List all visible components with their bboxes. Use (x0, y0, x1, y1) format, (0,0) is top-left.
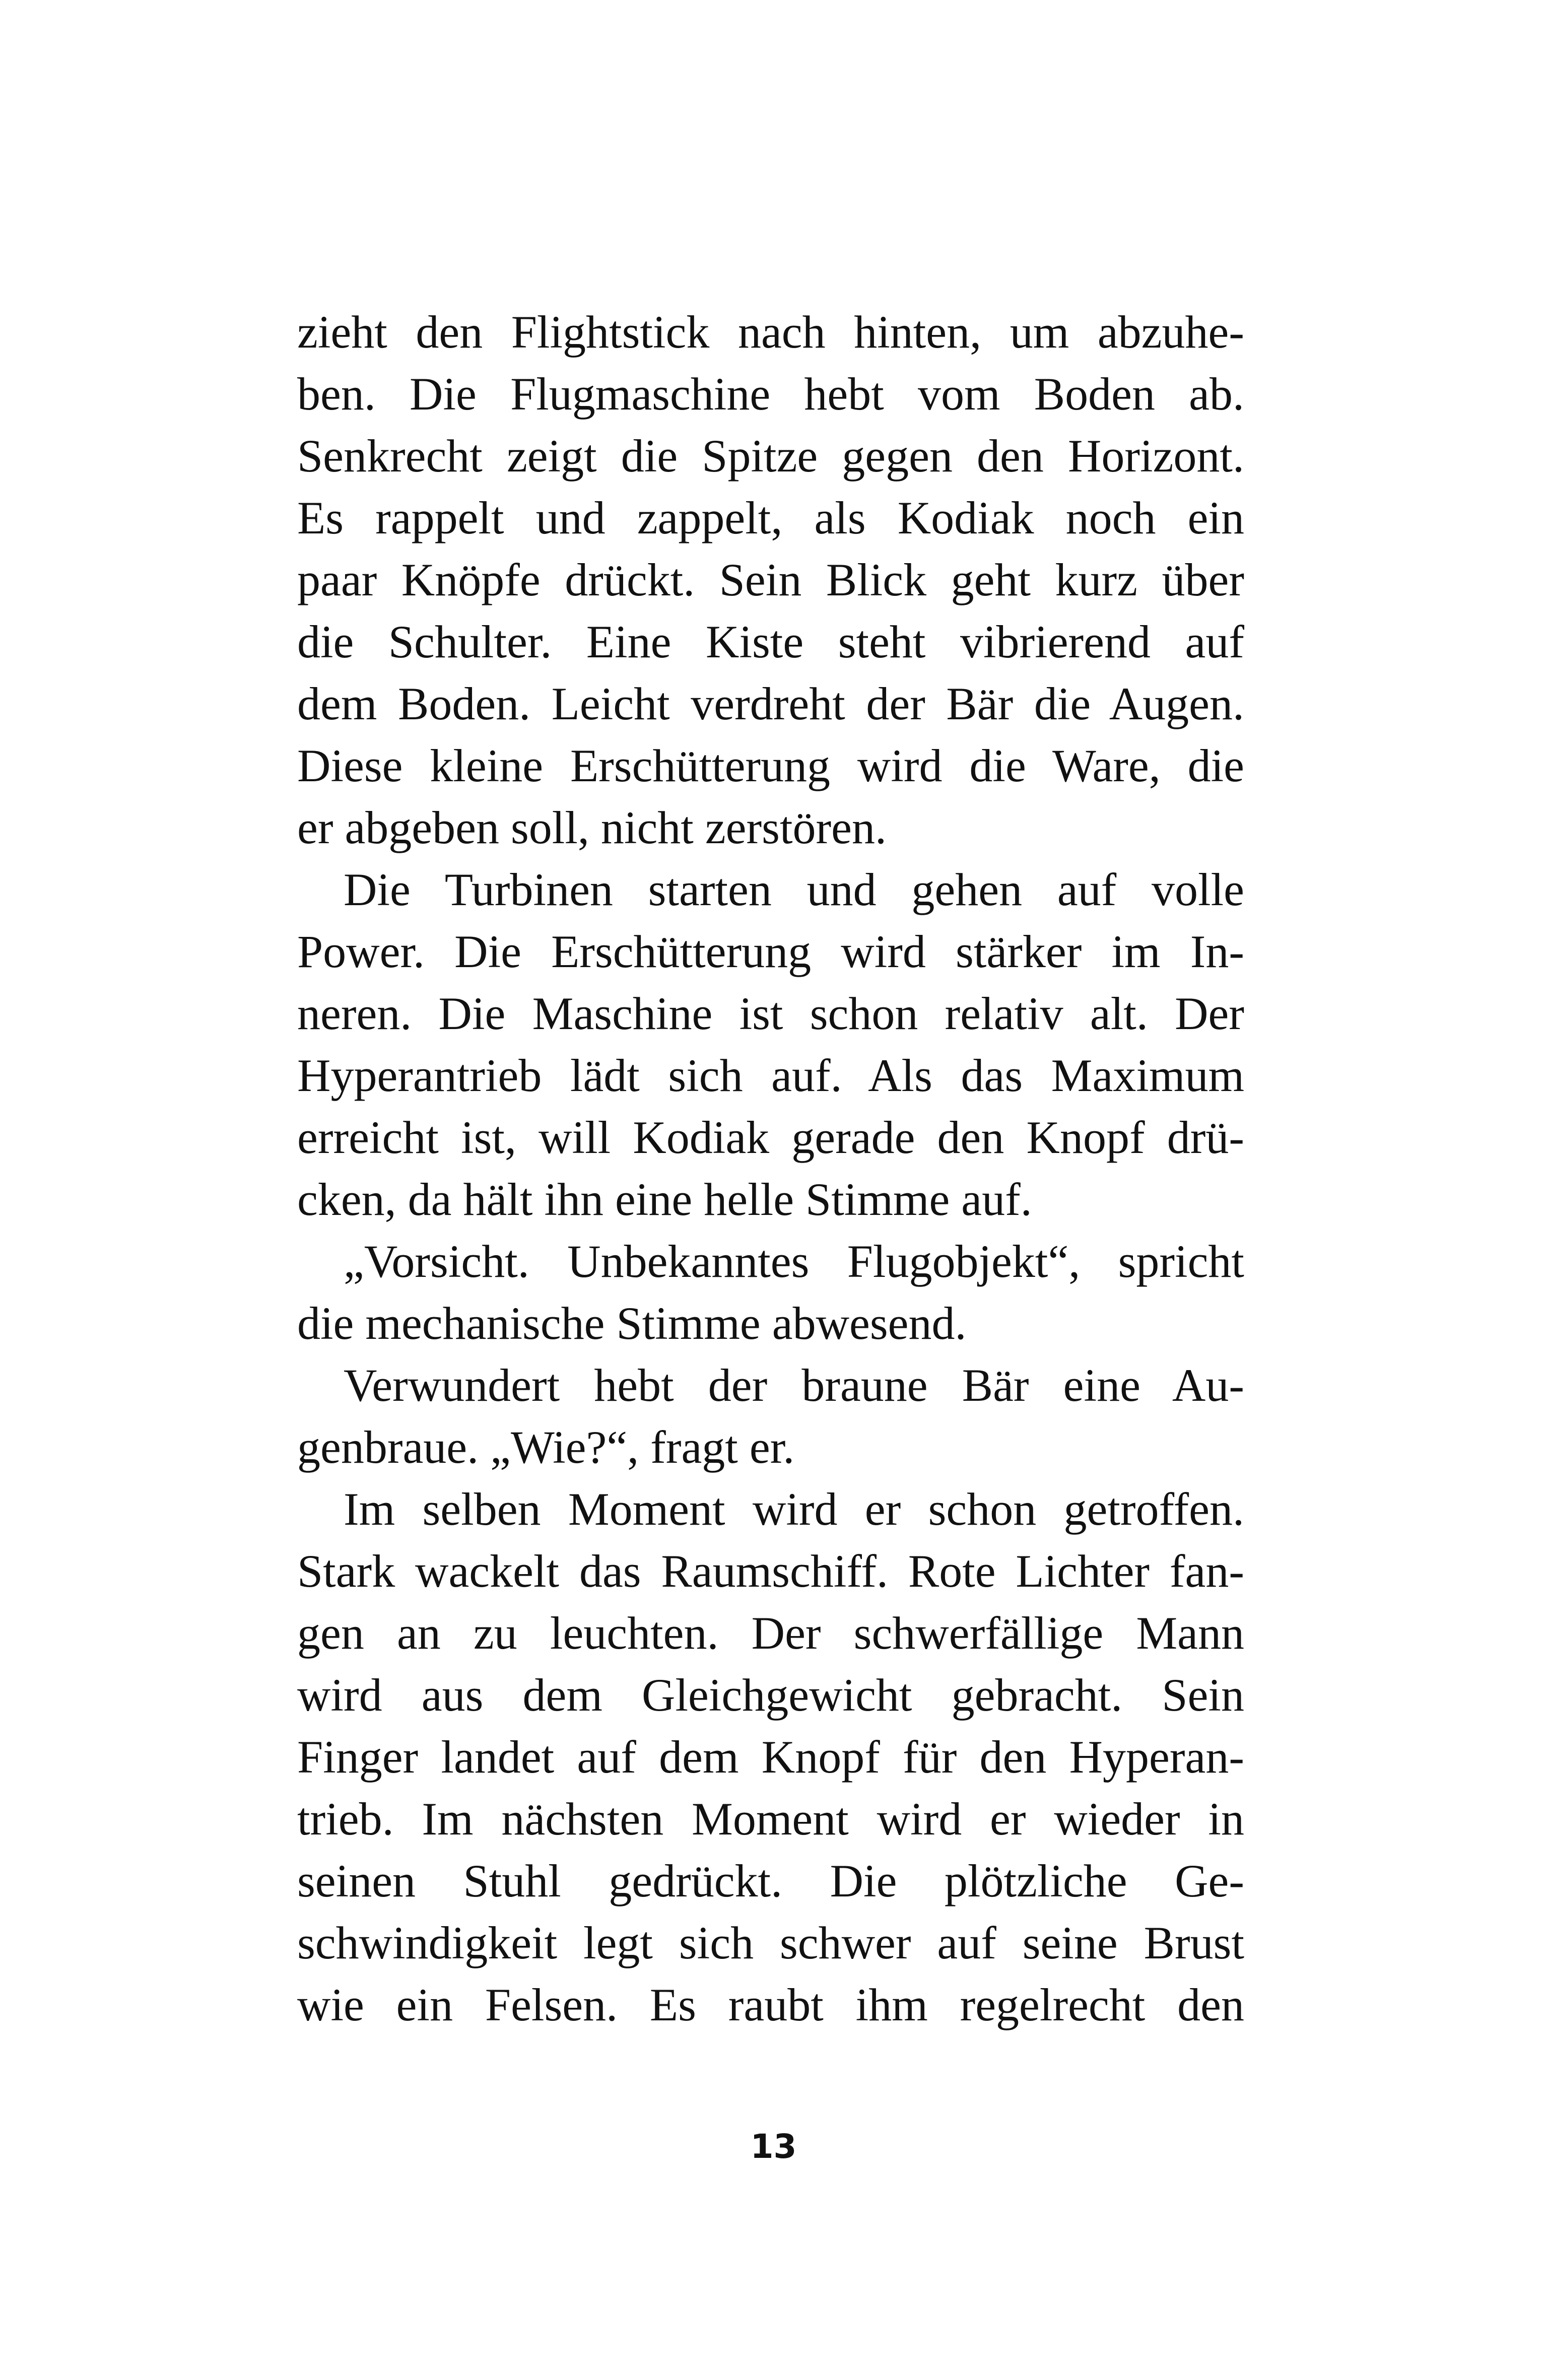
body-text (297, 301, 1244, 2036)
text-line: Finger landet auf dem Knopf für den Hyperan- (297, 1731, 1244, 1783)
text-line: die Schulter. Eine Kiste steht vibrierend auf (297, 616, 1244, 667)
text-line: paar Knöpfe drückt. Sein Blick geht kurz über (297, 554, 1244, 605)
text-line: Power. Die Erschütterung wird stärker im In- (297, 926, 1244, 977)
text-line: dem Boden. Leicht verdreht der Bär die Augen. (297, 678, 1244, 729)
text-line: neren. Die Maschine ist schon relativ alt. Der (297, 988, 1244, 1039)
text-line: Hyperantrieb lädt sich auf. Als das Maximum (297, 1050, 1244, 1101)
text-line: cken, da hält ihn eine helle Stimme auf. (297, 1174, 1032, 1225)
text-line: Es rappelt und zappelt, als Kodiak noch ein (297, 492, 1244, 543)
text-line: wird aus dem Gleichgewicht gebracht. Sein (297, 1669, 1244, 1721)
page-number: 13 (750, 2127, 797, 2166)
text-line: Diese kleine Erschütterung wird die Ware, die (297, 740, 1244, 791)
text-line: seinen Stuhl gedrückt. Die plötzliche Ge- (297, 1855, 1244, 1907)
text-line: Die Turbinen starten und gehen auf volle (344, 864, 1244, 915)
text-line: er abgeben soll, nicht zerstören. (297, 802, 887, 853)
text-line: wie ein Felsen. Es raubt ihm regelrecht den (297, 1979, 1244, 2030)
text-line: trieb. Im nächsten Moment wird er wieder in (297, 1793, 1244, 1845)
text-line: Im selben Moment wird er schon getroffen. (344, 1483, 1244, 1535)
text-line: zieht den Flightstick nach hinten, um abzuhe- (297, 306, 1244, 358)
text-line: Stark wackelt das Raumschiff. Rote Lichter fan- (297, 1545, 1244, 1597)
text-line: gen an zu leuchten. Der schwerfällige Mann (297, 1607, 1244, 1659)
text-line: erreicht ist, will Kodiak gerade den Knopf drü- (297, 1112, 1244, 1163)
text-line: genbraue. „Wie?“, fragt er. (297, 1421, 795, 1473)
text-line: die mechanische Stimme abwesend. (297, 1298, 967, 1349)
text-line: Senkrecht zeigt die Spitze gegen den Horizont. (297, 430, 1244, 482)
text-line: ben. Die Flugmaschine hebt vom Boden ab. (297, 368, 1244, 420)
text-line: „Vorsicht. Unbekanntes Flugobjekt“, spricht (344, 1236, 1244, 1287)
text-line: Verwundert hebt der braune Bär eine Au- (344, 1359, 1244, 1411)
text-line: schwindigkeit legt sich schwer auf seine Brust (297, 1917, 1244, 1968)
